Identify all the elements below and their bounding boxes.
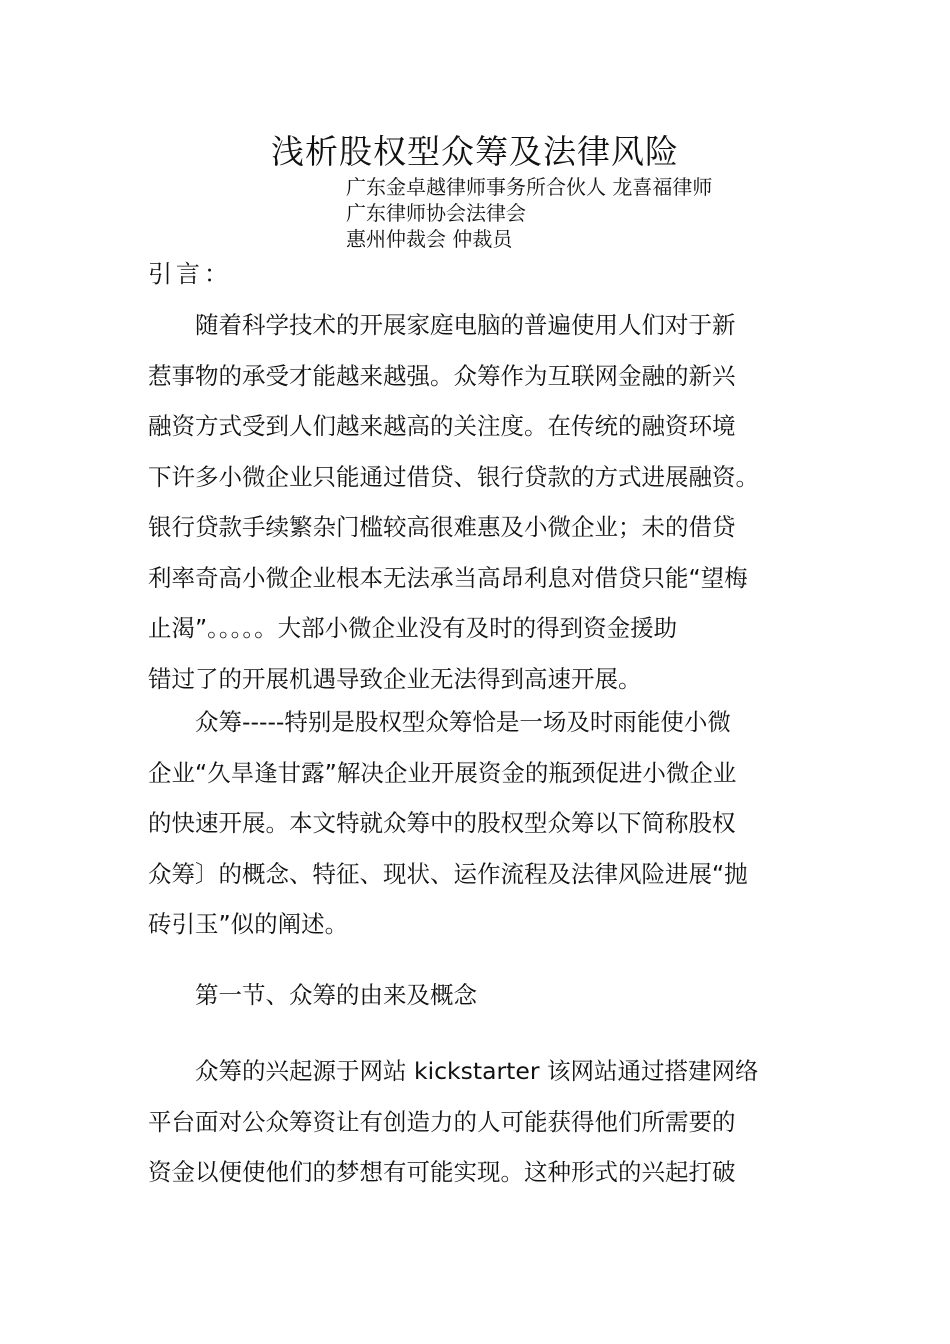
text-line: 企业“久旱逢甘露”解决企业开展资金的瓶颈促进小微企业 [148, 758, 737, 787]
intro-label: 引言： [148, 260, 232, 288]
text-line: 止渴”。。。。。大部小微企业没有及时的得到资金援助 [148, 614, 678, 642]
paragraph-2 [148, 697, 808, 950]
text-line: 惹事物的承受才能越来越强。众筹作为互联网金融的新兴 [148, 361, 736, 390]
author-block [346, 174, 712, 252]
section-heading: 第一节、众筹的由来及概念 [195, 981, 477, 1009]
section-heading-block [148, 970, 808, 1021]
text-line: 的快速开展。本文特就众筹中的股权型众筹以下简称股权 [148, 809, 736, 837]
text-line: 随着科学技术的开展家庭电脑的普遍使用人们对于新 [195, 311, 736, 339]
author-line: 广东金卓越律师事务所合伙人 龙喜福律师 [346, 175, 713, 199]
text-line: 众筹-----特别是股权型众筹恰是一场及时雨能使小微 [195, 708, 731, 736]
paragraph-1 [148, 300, 808, 704]
author-line: 惠州仲裁会 仲裁员 [346, 227, 513, 251]
text-line: 众筹的兴起源于网站 kickstarter 该网站通过搭建网络 [195, 1057, 759, 1085]
text-line: 错过了的开展机遇导致企业无法得到高速开展。 [148, 664, 642, 693]
text-line: 融资方式受到人们越来越高的关注度。在传统的融资环境 [148, 412, 736, 440]
author-line: 广东律师协会法律会 [346, 201, 526, 225]
text-line: 众筹〕的概念、特征、现状、运作流程及法律风险进展“抛 [148, 859, 748, 888]
text-line: 利率奇高小微企业根本无法承当高昂利息对借贷只能“望梅 [148, 563, 748, 592]
text-line: 银行贷款手续繁杂门槛较高很难惠及小微企业；未的借贷 [148, 513, 736, 541]
document-title: 浅析股权型众筹及法律风险 [271, 132, 679, 171]
text-line: 平台面对公众筹资让有创造力的人可能获得他们所需要的 [148, 1107, 736, 1136]
text-line: 资金以便使他们的梦想有可能实现。这种形式的兴起打破 [148, 1158, 736, 1186]
paragraph-3 [148, 1046, 808, 1198]
text-line: 下许多小微企业只能通过借贷、银行贷款的方式进展融资。 [148, 462, 759, 491]
text-line: 砖引玉”似的阐述。 [148, 910, 349, 938]
